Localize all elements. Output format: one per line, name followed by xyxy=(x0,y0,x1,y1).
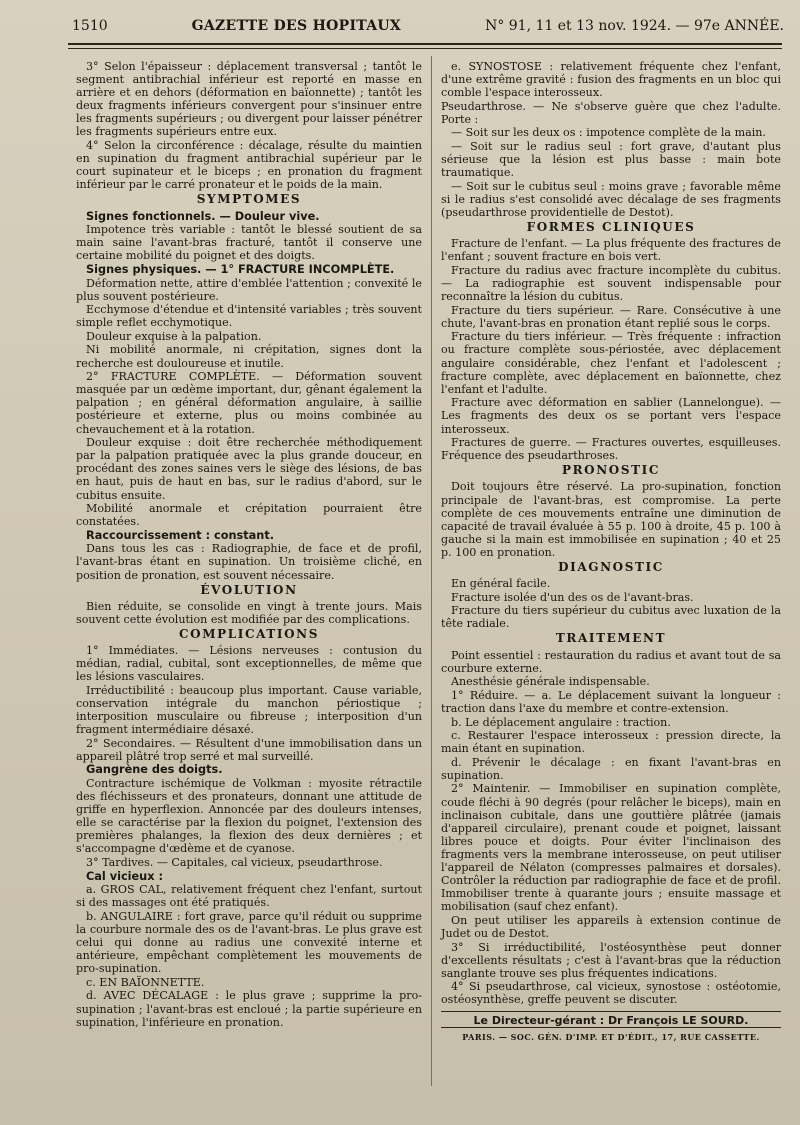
paragraph: Pseudarthrose. — Ne s'observe guère que chez l'adulte. Porte : xyxy=(441,99,781,126)
paragraph: c. Restaurer l'espace interosseux : pression directe, la main étant en supination. xyxy=(441,729,781,756)
paragraph: Fractures de guerre. — Fractures ouvertes, esquilleuses. Fréquence des pseudarthroses. xyxy=(441,436,781,463)
signature-line: Le Directeur-gérant : Dr François LE SOURD. xyxy=(441,1011,781,1028)
paragraph: Raccourcissement : constant. xyxy=(86,528,275,542)
header-rule-thin xyxy=(68,48,782,49)
section-heading-symptomes: SYMPTOMES xyxy=(196,192,302,207)
right-column xyxy=(441,60,781,1044)
column-divider xyxy=(431,56,432,1086)
paragraph: Fracture isolée d'un des os de l'avant-bras. xyxy=(451,590,694,604)
paragraph: 2° Secondaires. — Résultent d'une immobilisation dans un appareil plâtré trop serré et mal surveillé. xyxy=(76,736,422,763)
running-header xyxy=(72,18,784,40)
page-number: 1510 xyxy=(72,18,108,34)
left-column xyxy=(76,60,422,1029)
paragraph: 2° FRACTURE COMPLÈTE. — Déformation souvent masquée par un œdème important, dur, gênant également la palpation ; en général déformation angulaire, à saillie postérieure et externe, plus ou moins combinée au chevauchement et à la rotation. xyxy=(76,370,422,436)
paragraph: Ni mobilité anormale, ni crépitation, signes dont la recherche est douloureuse et inutile. xyxy=(76,343,422,370)
paragraph: — Soit sur le cubitus seul : moins grave ; favorable même si le radius s'est consolidé avec décalage de ses fragments (pseudarthrose providentielle de Destot). xyxy=(441,179,781,220)
paragraph: c. EN BAÏONNETTE. xyxy=(86,975,205,989)
paragraph: Fracture avec déformation en sablier (Lannelongue). — Les fragments des deux os se portant vers l'espace interosseux. xyxy=(441,396,781,436)
paragraph: Douleur exquise : doit être recherchée méthodiquement par la palpation pratiquée avec la plus grande douceur, en procédant des zones saines vers le siège des lésions, de bas en haut, puis de haut en bas, sur le radius d'abord, sur le cubitus ensuite. xyxy=(76,436,422,502)
paragraph: — Soit sur le radius seul : fort grave, d'autant plus sérieuse que la lésion est plus basse : main bote traumatique. xyxy=(441,140,781,180)
paragraph: Douleur exquise à la palpation. xyxy=(86,329,262,343)
paragraph: Contracture ischémique de Volkman : myosite rétractile des fléchisseurs et des pronateurs, donnant une attitude de griffe en hyperflexion. Annoncée par des douleurs intenses, elle se caractérise par la flexion du poignet, l'extension des premières phalanges, la flexion des deux dernières ; et s'accompagne d'œdème et de cyanose. xyxy=(76,776,422,856)
paragraph: Cal vicieux : xyxy=(86,869,163,883)
section-heading-diagnostic: DIAGNOSTIC xyxy=(558,559,664,574)
paragraph: Dans tous les cas : Radiographie, de face et de profil, l'avant-bras étant en supination. Un troisième cliché, en position de pronation, est souvent nécessaire. xyxy=(76,542,422,582)
section-heading-complications: COMPLICATIONS xyxy=(179,626,319,641)
paragraph: 3° Si irréductibilité, l'ostéosynthèse peut donner d'excellents résultats ; c'est à l'avant-bras que la réduction sanglante trouve ses plus fréquentes indications. xyxy=(441,940,781,980)
header-rule-thick xyxy=(68,43,782,45)
paragraph: d. AVEC DÉCALAGE : le plus grave ; supprime la pro-supination ; l'avant-bras est encloué ; la partie supérieure en supination, l'inférieure en pronation. xyxy=(76,989,422,1029)
paragraph: 2° Maintenir. — Immobiliser en supination complète, coude fléchi à 90 degrés (pour relâcher le biceps), main en inclinaison cubitale, dans une gouttière plâtrée (jamais d'appareil circulaire), prenant coude et poignet, laissant libres pouce et doigts. Pour éviter l'inclinaison des fragments vers la membrane interosseuse, on peut utiliser l'appareil de Nélaton (compresses palmaires et dorsales). Contrôler la réduction par radiographie de face et de profil. Immobiliser trente à quarante jours ; ensuite massage et mobilisation (sauf chez enfant). xyxy=(441,782,781,914)
paragraph: Fracture du tiers supérieur du cubitus avec luxation de la tête radiale. xyxy=(441,604,781,631)
paragraph: 4° Si pseudarthrose, cal vicieux, synostose : ostéotomie, ostéosynthèse, greffe peuvent se discuter. xyxy=(441,980,781,1007)
paragraph: Doit toujours être réservé. La pro-supination, fonction principale de l'avant-bras, est compromise. La perte complète de ces mouvements entraîne une diminution de capacité de travail évaluée à 55 p. 100 à droite, 45 p. 100 à gauche si la main est immobilisée en supination ; 40 et 25 p. 100 en pronation. xyxy=(441,480,781,559)
paragraph: Fracture de l'enfant. — La plus fréquente des fractures de l'enfant ; souvent fracture en bois vert. xyxy=(441,237,781,264)
paragraph: b. Le déplacement angulaire : traction. xyxy=(451,715,671,729)
paragraph: Fracture du radius avec fracture incomplète du cubitus. — La radiographie est souvent indispensable pour reconnaître la lésion du cubitus. xyxy=(441,263,781,304)
paragraph: d. Prévenir le décalage : en fixant l'avant-bras en supination. xyxy=(441,755,781,782)
section-heading-traitement: TRAITEMENT xyxy=(555,631,667,646)
paragraph: En général facile. xyxy=(451,577,551,591)
paragraph: Bien réduite, se consolide en vingt à trente jours. Mais souvent cette évolution est modifiée par des complications. xyxy=(76,599,422,626)
paragraph: 1° Réduire. — a. Le déplacement suivant la longueur : traction dans l'axe du membre et contre-extension. xyxy=(441,688,781,715)
paragraph: 3° Tardives. — Capitales, cal vicieux, pseudarthrose. xyxy=(86,856,383,870)
section-heading-evolution: ÉVOLUTION xyxy=(200,582,298,597)
paragraph: Point essentiel : restauration du radius et avant tout de sa courbure externe. xyxy=(441,648,781,675)
section-heading-pronostic: PRONOSTIC xyxy=(561,463,661,478)
issue-info: N° 91, 11 et 13 nov. 1924. — 97e ANNÉE. xyxy=(485,18,784,34)
paragraph: 3° Selon l'épaisseur : déplacement transversal ; tantôt le segment antibrachial inférieur est reporté en masse en arrière et en dehors (déformation en baïonnette) ; tantôt les deux fragments inférieurs convergent pour s'insinuer entre les fragments supérieurs ; ou divergent pour laisser pénétrer les fragments supérieurs entre eux. xyxy=(76,60,422,139)
paragraph: Fracture du tiers supérieur. — Rare. Consécutive à une chute, l'avant-bras en pronation étant replié sous le corps. xyxy=(441,303,781,330)
paragraph: Impotence très variable : tantôt le blessé soutient de sa main saine l'avant-bras fracturé, tantôt il conserve une certaine mobilité du poignet et des doigts. xyxy=(76,223,422,263)
paragraph: Signes fonctionnels. — Douleur vive. xyxy=(86,209,320,223)
paragraph: 1° Immédiates. — Lésions nerveuses : contusion du médian, radial, cubital, sont exceptionnelles, de même que les lésions vasculaires. xyxy=(76,644,422,684)
paragraph: Fracture du tiers inférieur. — Très fréquente : infraction ou fracture complète sous-périostée, avec déplacement angulaire considérable, chez l'enfant et l'adolescent ; fracture complète, avec déplacement en baïonnette, chez l'enfant et l'adulte. xyxy=(441,330,781,396)
printer-imprint: PARIS. — SOC. GÉN. D'IMP. ET D'ÉDIT., 17, RUE CASSETTE. xyxy=(462,1031,760,1042)
paragraph: Déformation nette, attire d'emblée l'attention ; convexité le plus souvent postérieure. xyxy=(76,276,422,303)
paragraph: b. ANGULAIRE : fort grave, parce qu'il réduit ou supprime la courbure normale des os de l'avant-bras. Le plus grave est celui qui donne au radius une convexité interne et antérieure, empêchant complètement les mouvements de pro-supination. xyxy=(76,909,422,976)
paragraph: 4° Selon la circonférence : décalage, résulte du maintien en supination du fragment antibrachial supérieur par le court supinateur et le biceps ; en pronation du fragment inférieur par le carré pronateur et le poids de la main. xyxy=(76,139,422,192)
paragraph: On peut utiliser les appareils à extension continue de Judet ou de Destot. xyxy=(441,913,781,940)
paragraph: Ecchymose d'étendue et d'intensité variables ; très souvent simple reflet ecchymotique. xyxy=(76,303,422,330)
paragraph: Signes physiques. — 1° FRACTURE INCOMPLÈTE. xyxy=(86,262,395,276)
paragraph: a. GROS CAL, relativement fréquent chez l'enfant, surtout si des massages ont été pratiqués. xyxy=(76,883,422,910)
paragraph: Gangrène des doigts. xyxy=(86,763,223,777)
paragraph: e. SYNOSTOSE : relativement fréquente chez l'enfant, d'une extrême gravité : fusion des fragments en un bloc qui comble l'espace interosseux. xyxy=(441,60,781,100)
paragraph: — Soit sur les deux os : impotence complète de la main. xyxy=(451,126,766,140)
paragraph: Anesthésie générale indispensable. xyxy=(451,675,650,689)
paragraph: Irréductibilité : beaucoup plus important. Cause variable, conservation intégrale du manchon périostique ; interposition musculaire ou fibreuse ; interposition d'un fragment intermédiaire désaxé. xyxy=(76,683,422,737)
journal-title: GAZETTE DES HOPITAUX xyxy=(191,18,402,34)
section-heading-formes-cliniques: FORMES CLINIQUES xyxy=(526,220,696,235)
paragraph: Mobilité anormale et crépitation pourraient être constatées. xyxy=(76,502,422,529)
